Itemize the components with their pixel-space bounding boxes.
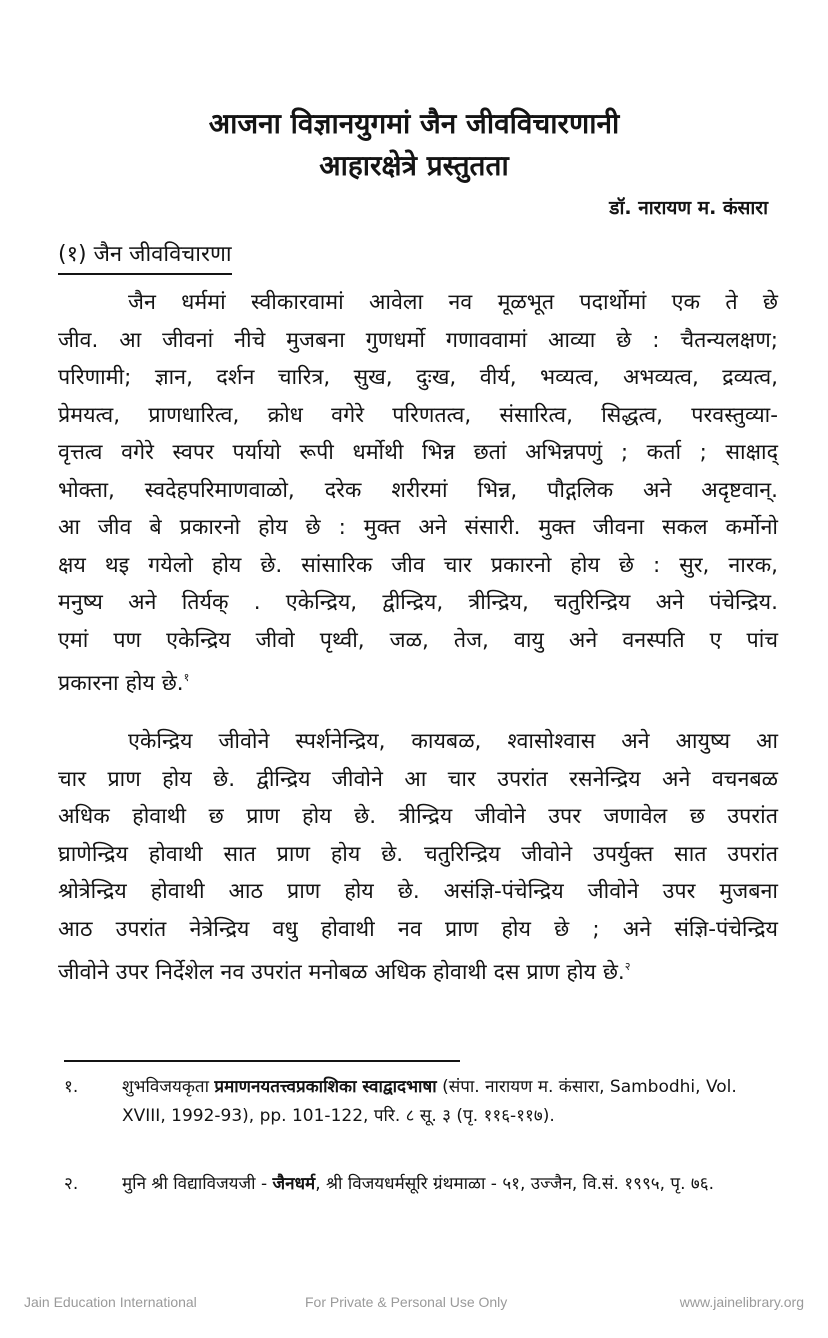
footer-website-link[interactable]: www.jainelibrary.org <box>679 1294 804 1310</box>
text-line: आठ उपरांत नेत्रेन्द्रिय वधु होवाथी नव प्राण होय छे ; अने संज्ञि-पंचेन्द्रिय <box>58 916 778 942</box>
text-line: घ्राणेन्द्रिय होवाथी सात प्राण होय छे. चतुरिन्द्रिय जीवोने उपर्युक्त सात उपरांत <box>58 841 778 867</box>
footnote-text: शुभविजयकृता प्रमाणनयतत्त्वप्रकाशिका स्वाद्वादभाषा (संपा. नारायण म. कंसारा, Sambodhi, Vol. XVIII, 1992-93), pp. 101-122, परि. ८ सू. ३ (पृ. ११६-११७). <box>122 1077 737 1126</box>
footnote-title: जैनधर्म <box>272 1174 316 1194</box>
text-line: जीवोने उपर निर्देशेल नव उपरांत मनोबळ अधिक होवाथी दस प्राण होय छे.$^२$ <box>58 960 631 985</box>
text-line: प्रकारना होय छे.$^१$ <box>58 671 190 696</box>
text-line: प्रेमयत्व, प्राणधारित्व, क्रोध वगेरे परिणतत्व, संसारित्व, सिद्धत्व, परवस्तुव्या- <box>58 402 778 428</box>
text-line: आ जीव बे प्रकारनो होय छे : मुक्त अने संसारी. मुक्त जीवना सकल कर्मोनो <box>58 515 778 540</box>
author-name: डॉ. नारायण म. कंसारा <box>609 197 768 219</box>
footer-publisher: Jain Education International <box>24 1294 197 1310</box>
text-line: जैन धर्ममां स्वीकारवामां आवेला नव मूळभूत पदार्थोमां एक ते छे <box>128 290 778 315</box>
text-line: जीव. आ जीवनां नीचे मुजबना गुणधर्मो गणाववामां आव्या छे : चैतन्यलक्षण; <box>58 327 778 353</box>
text-line: अधिक होवाथी छ प्राण होय छे. त्रीन्द्रिय जीवोने उपर जणावेल छ उपरांत <box>58 804 778 829</box>
footnote-number: १. <box>64 1077 79 1097</box>
text-line: श्रोत्रेन्द्रिय होवाथी आठ प्राण होय छे. असंज्ञि-पंचेन्द्रिय जीवोने उपर मुजबना <box>58 879 778 904</box>
paragraph-2 <box>58 723 778 986</box>
footnote-1 <box>64 1073 784 1131</box>
text-line: मनुष्य अने तिर्यक् . एकेन्द्रिय, द्वीन्द्रिय, त्रीन्द्रिय, चतुरिन्द्रिय अने पंचेन्द्रिय. <box>58 590 778 615</box>
footnote-title: प्रमाणनयतत्त्वप्रकाशिका स्वाद्वादभाषा <box>214 1077 437 1097</box>
footnote-ref-1[interactable]: १ <box>183 671 190 684</box>
text-line: एकेन्द्रिय जीवोने स्पर्शनेन्द्रिय, कायबळ, श्वासोश्वास अने आयुष्य आ <box>128 729 778 754</box>
text-line: वृत्तत्व वगेरे स्वपर पर्यायो रूपी धर्मोथी भिन्न छतां अभिन्नपणुं ; कर्ता ; साक्षाद् <box>58 440 778 465</box>
text-line: भोक्ता, स्वदेहपरिमाणवाळो, दरेक शरीरमां भिन्न, पौद्गलिक अने अदृष्टवान्. <box>58 477 778 503</box>
text-line: एमां पण एकेन्द्रिय जीवो पृथ्वी, जळ, तेज, वायु अने वनस्पति ए पांच <box>58 627 778 653</box>
footnote-divider <box>64 1060 460 1062</box>
section-heading: (१) जैन जीवविचारणा <box>58 240 232 275</box>
page-title-line-2: आहारक्षेत्रे प्रस्तुतता <box>319 149 509 182</box>
text-line: क्षय थइ गयेलो होय छे. सांसारिक जीव चार प्रकारनो होय छे : सुर, नारक, <box>58 552 778 578</box>
text-line: परिणामी; ज्ञान, दर्शन चारित्र, सुख, दुःख, वीर्य, भव्यत्व, अभव्यत्व, द्रव्यत्व, <box>58 365 778 390</box>
page-title-line-1: आजना विज्ञानयुगमां जैन जीवविचारणानी <box>208 107 620 140</box>
footer-usage-note: For Private & Personal Use Only <box>305 1294 508 1310</box>
footnote-number: २. <box>64 1174 79 1194</box>
text-line: चार प्राण होय छे. द्वीन्द्रिय जीवोने आ चार उपरांत रसनेन्द्रिय अने वचनबळ <box>58 766 778 792</box>
footnote-text: मुनि श्री विद्याविजयजी - जैनधर्म, श्री विजयधर्मसूरि ग्रंथमाळा - ५१, उज्जैन, वि.सं. १९९५, पृ. ७६. <box>122 1174 714 1194</box>
footnote-ref-2[interactable]: २ <box>624 960 631 973</box>
paragraph-1 <box>58 284 778 697</box>
footnote-2 <box>64 1170 784 1199</box>
